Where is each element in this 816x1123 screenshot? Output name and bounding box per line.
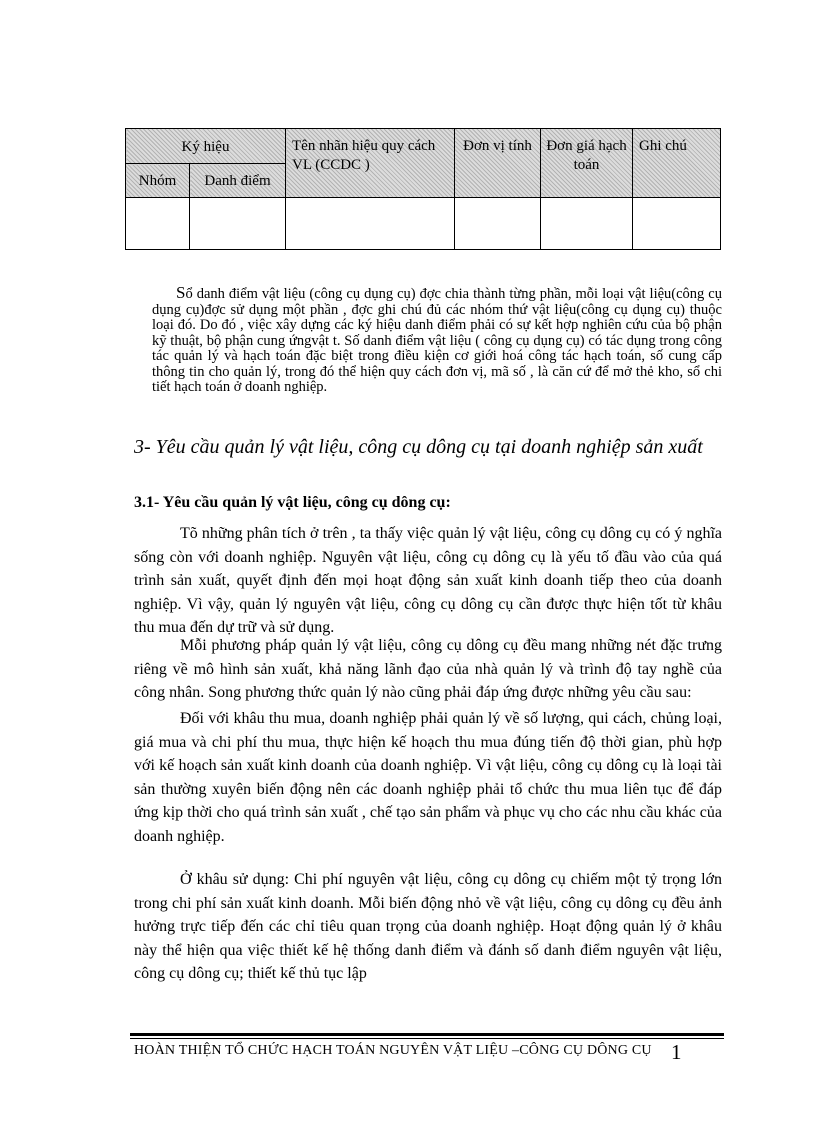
header-ky-hieu: Ký hiệu	[126, 129, 286, 164]
subsection-title: 3.1- Yêu cầu quản lý vật liệu, công cụ dông cụ:	[134, 494, 451, 511]
table-cell	[190, 198, 286, 250]
drop-cap: S	[176, 283, 186, 302]
footer-rule-thin	[130, 1038, 724, 1039]
header-don-vi: Đơn vị tính	[455, 129, 541, 198]
table-cell	[541, 198, 633, 250]
header-ten-nhan-hieu: Tên nhãn hiệu quy cách VL (CCDC )	[286, 129, 455, 198]
page-number: 1	[671, 1040, 682, 1064]
header-danh-diem: Danh điểm	[190, 164, 286, 198]
section-title: 3- Yêu cầu quản lý vật liệu, công cụ dông cụ tại doanh nghiệp sản xuất	[134, 436, 703, 458]
table-cell	[633, 198, 721, 250]
body-paragraph-2: Mỗi phương pháp quản lý vật liệu, công cụ dông cụ đều mang những nét đặc trưng riêng về mô hình sản xuất, khả năng lãnh đạo của nhà quản lý và trình độ tay nghề của công nhân. Song phương thức quản lý nào cũng phải đáp ứng được những yêu cầu sau:	[134, 637, 722, 701]
body-paragraph-3: Đối với khâu thu mua, doanh nghiệp phải quản lý về số lượng, qui cách, chủng loại, giá mua và chi phí thu mua, thực hiện kế hoạch thu mua đúng tiến độ thời gian, phù hợp với kế hoạch sản xuất kinh doanh của doanh nghiệp. Vì vật liệu, công cụ dông cụ là loại tài sản thường xuyên biến động nên các doanh nghiệp phải tổ chức thu mua liên tục để đáp ứng kịp thời cho quá trình sản xuất , chế tạo sản phẩm và phục vụ cho các nhu cầu khác của doanh nghiệp.	[134, 710, 722, 845]
footer-title: HOÀN THIỆN TỔ CHỨC HẠCH TOÁN NGUYÊN VẬT LIỆU –CÔNG CỤ DÔNG CỤ	[134, 1043, 652, 1058]
header-ghi-chu: Ghi chú	[633, 129, 721, 198]
header-don-gia: Đơn giá hạch toán	[541, 129, 633, 198]
table-cell	[126, 198, 190, 250]
intro-paragraph	[152, 285, 722, 396]
intro-text: ổ danh điểm vật liệu (công cụ dụng cụ) đợc chia thành từng phần, mỗi loại vật liệu(công cụ dụng cụ)đợc sử dụng một phần , đợc ghi chú đủ các nhóm thứ vật liệu(công cụ dụng cụ) thuộc loại đó. Do đó , việc xây dựng các ký hiệu danh điểm phải có sự kết hợp nghiên cứu của bộ phận kỹ thuật, bộ phận cung ứngvật t. Số danh điểm vật liệu ( công cụ dụng cụ) có tác dụng trong công tác quản lý và hạch toán đặc biệt trong điều kiện cơ giới hoá công tác hạch toán, số cung cấp thông tin cho quản lý, trong đó thể hiện quy cách đơn vị, mã số , là căn cứ để mở thẻ kho, sổ chi tiết hạch toán ở doanh nghiệp.	[152, 286, 722, 395]
body-paragraph-4: Ở khâu sử dụng: Chi phí nguyên vật liệu, công cụ dông cụ chiếm một tỷ trọng lớn trong chi phí sản xuất kinh doanh. Mỗi biến động nhỏ về vật liệu, công cụ dông cụ đều ảnh hưởng trực tiếp đến các chỉ tiêu quan trọng của doanh nghiệp. Hoạt động quản lý ở khâu này thể hiện qua việc thiết kế hệ thống danh điểm và đánh số danh điểm nguyên vật liệu, công cụ dông cụ; thiết kế thủ tục lập	[134, 871, 722, 982]
table-cell	[286, 198, 455, 250]
footer-rule-thick	[130, 1033, 724, 1036]
material-code-table	[125, 128, 721, 250]
table-cell	[455, 198, 541, 250]
header-nhom: Nhóm	[126, 164, 190, 198]
body-paragraph-1: Tõ những phân tích ở trên , ta thấy việc quản lý vật liệu, công cụ dông cụ có ý nghĩa sống còn với doanh nghiệp. Nguyên vật liệu, công cụ dông cụ là yếu tố đầu vào của quá trình sản xuất, quyết định đến mọi hoạt động sản xuất kinh doanh tiếp theo của doanh nghiệp. Vì vậy, quản lý nguyên vật liệu, công cụ dông cụ cần được thực hiện tốt từ khâu thu mua đến dự trữ và sử dụng.	[134, 525, 722, 636]
